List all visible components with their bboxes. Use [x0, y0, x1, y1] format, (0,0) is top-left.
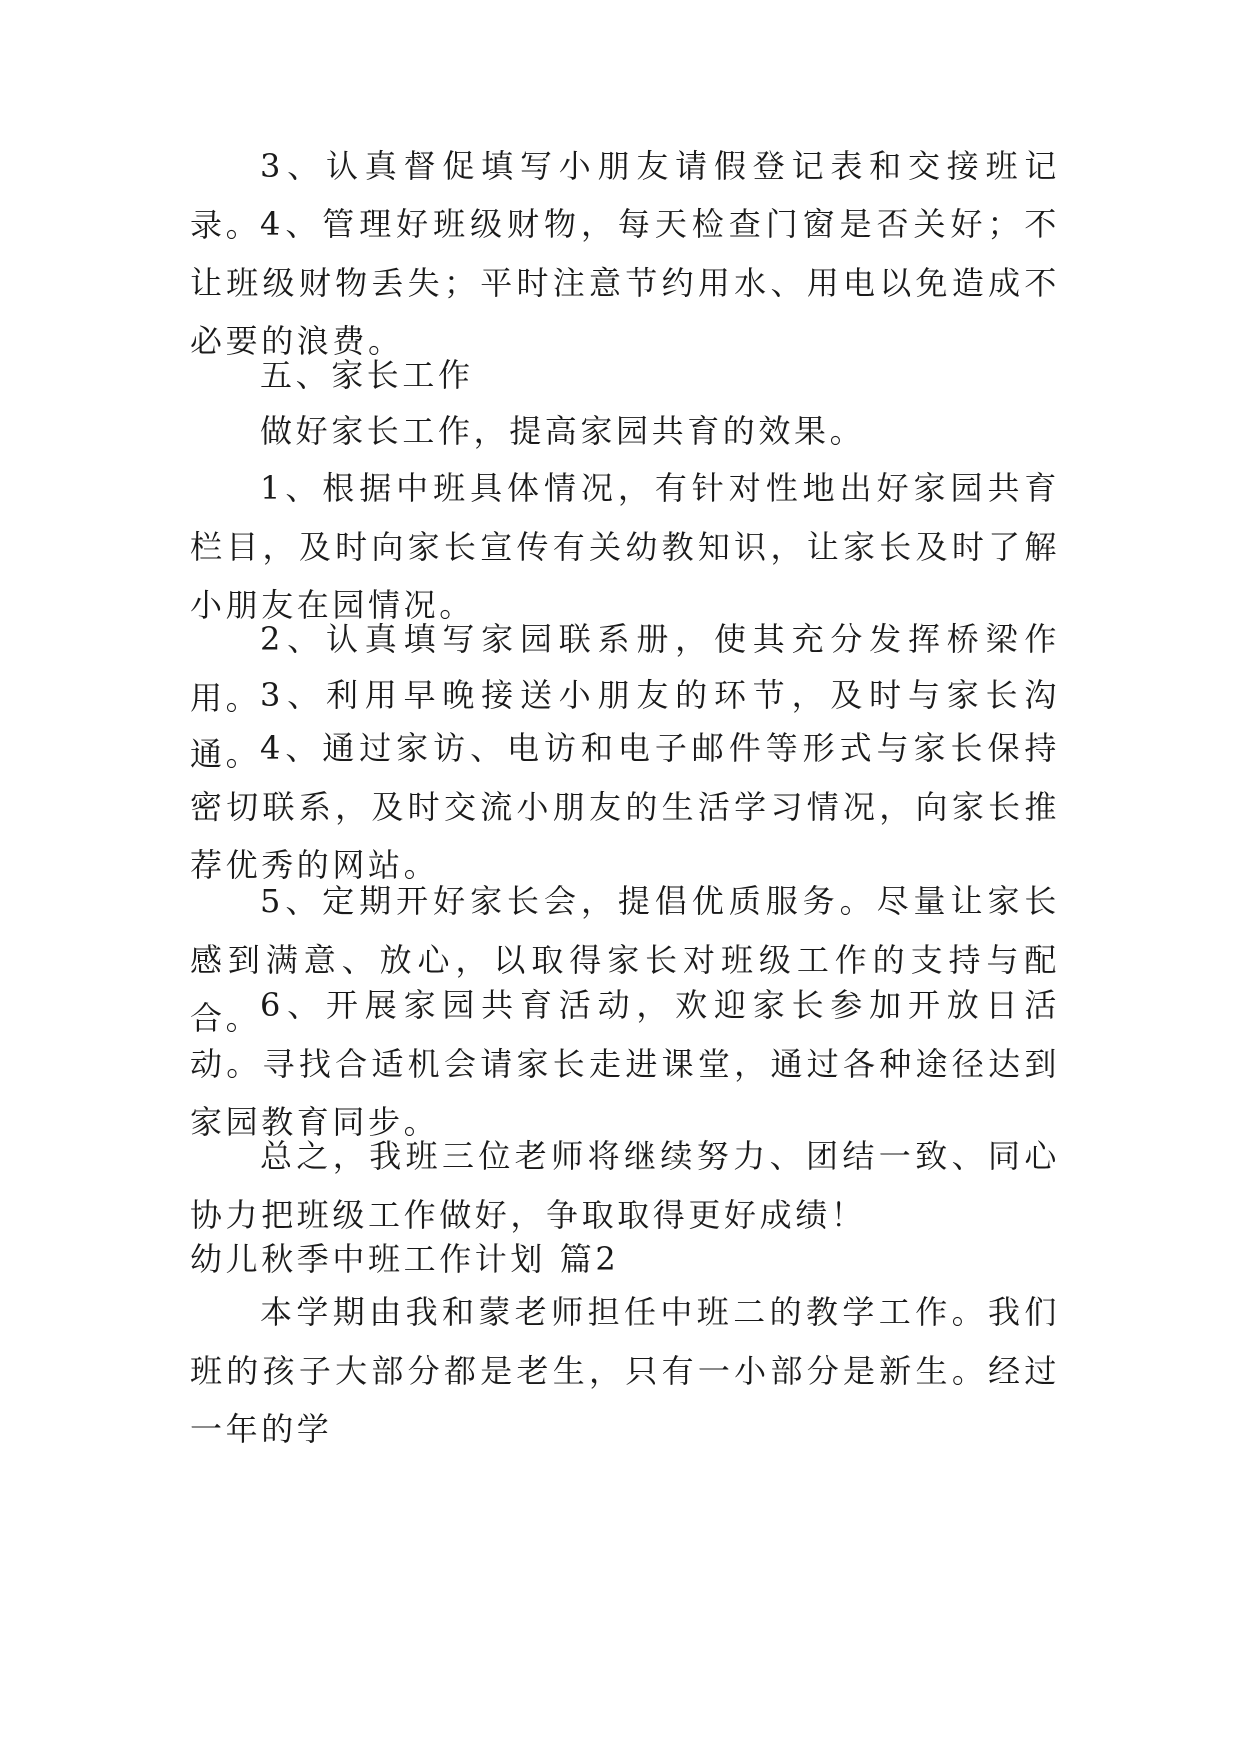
paragraph-item-5-parent-meeting: 5、定期开好家长会，提倡优质服务。尽量让家长感到满意、放心，以取得家长对班级工作的支持与配合。 [190, 882, 1060, 1037]
paragraph-item-6-open-day: 6、开展家园共育活动，欢迎家长参加开放日活动。寻找合适机会请家长走进课堂，通过各种途径达到家园教育同步。 [190, 986, 1060, 1141]
paragraph-item-4-class-property: 4、管理好班级财物，每天检查门窗是否关好；不让班级财物丢失；平时注意节约用水、用电以免造成不必要的浪费。 [190, 205, 1060, 360]
paragraph-parent-work-intro: 做好家长工作，提高家园共育的效果。 [260, 412, 866, 450]
paragraph-item-2-contact-book: 2、认真填写家园联系册，使其充分发挥桥梁作用。 [190, 620, 1060, 717]
paragraph-item-3-communication: 3、利用早晚接送小朋友的环节，及时与家长沟通。 [190, 676, 1060, 773]
paragraph-plan-2-intro: 本学期由我和蒙老师担任中班二的教学工作。我们班的孩子大部分都是老生，只有一小部分是新生。经过一年的学 [190, 1293, 1060, 1448]
section-title: 幼儿秋季中班工作计划 篇2 [190, 1240, 620, 1278]
section-heading-parent-work: 五、家长工作 [260, 356, 474, 394]
paragraph-item-3-leave-record: 3、认真督促填写小朋友请假登记表和交接班记录。 [190, 147, 1060, 244]
paragraph-item-1-bulletin: 1、根据中班具体情况，有针对性地出好家园共育栏目，及时向家长宣传有关幼教知识，让家长及时了解小朋友在园情况。 [190, 469, 1060, 624]
paragraph-conclusion: 总之，我班三位老师将继续努力、团结一致、同心协力把班级工作做好，争取取得更好成绩！ [190, 1137, 1060, 1234]
paragraph-item-4-home-visits: 4、通过家访、电访和电子邮件等形式与家长保持密切联系，及时交流小朋友的生活学习情况，向家长推荐优秀的网站。 [190, 729, 1060, 884]
